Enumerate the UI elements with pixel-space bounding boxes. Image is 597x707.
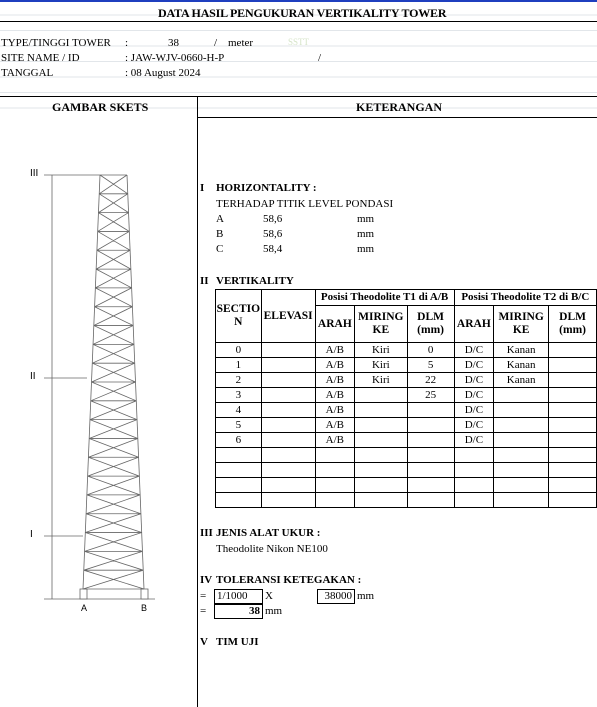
columns-top-line [0,96,597,97]
toleransi-result-cell: 38 [214,604,263,619]
cell-miring1 [355,418,407,433]
cell-elevasi [261,448,315,463]
cell-dlm2 [549,493,597,508]
cell-arah2 [454,493,493,508]
cell-elevasi [261,358,315,373]
site-slash: / [318,52,322,64]
page-title: DATA HASIL PENGUKURAN VERTIKALITY TOWER [158,6,447,20]
cell-arah2: D/C [454,388,493,403]
toleransi-unit1: mm [357,590,375,602]
cell-dlm2 [549,418,597,433]
cell-dlm1: 25 [407,388,454,403]
cell-elevasi [261,433,315,448]
column-header-sketch: GAMBAR SKETS [52,100,149,114]
cell-miring1 [355,478,407,493]
cell-elevasi [261,388,315,403]
cell-dlm1: 0 [407,343,454,358]
cell-miring2: Kanan [494,373,549,388]
horizontality-title: HORIZONTALITY : [216,182,317,194]
cell-section: 6 [216,433,262,448]
leg-label-a: A [81,603,88,613]
cell-arah1: A/B [315,403,355,418]
cell-miring2 [494,388,549,403]
cell-arah2 [454,448,493,463]
leg-label-b: B [141,603,148,613]
verticality-table [215,289,597,508]
table-row [216,403,597,418]
cell-miring2: Kanan [494,343,549,358]
cell-dlm2 [549,463,597,478]
cell-section: 2 [216,373,262,388]
cell-arah1: A/B [315,388,355,403]
header-group-t1: Posisi Theodolite T1 di A/B [315,290,454,306]
cell-dlm1 [407,448,454,463]
cell-miring2 [494,463,549,478]
cell-arah1 [315,478,355,493]
cell-miring2: Kanan [494,358,549,373]
cell-section: 3 [216,388,262,403]
type-label: TYPE/TINGGI TOWER [1,37,111,49]
date-label: TANGGAL [1,67,54,79]
cell-miring1 [355,403,407,418]
toleransi-times: X [265,590,273,602]
site-value: : JAW-WJV-0660-H-P [125,52,225,64]
horizontality-label: C [216,243,224,255]
cell-arah1 [315,448,355,463]
header-arah-1: ARAH [315,306,355,343]
top-border [0,0,597,2]
cell-miring1 [355,448,407,463]
horizontality-unit: mm [357,213,375,225]
cell-dlm1 [407,403,454,418]
cell-miring2 [494,493,549,508]
alat-title: JENIS ALAT UKUR : [216,527,321,539]
date-value: : 08 August 2024 [125,67,201,79]
horizontality-label: B [216,228,224,240]
cell-miring2 [494,478,549,493]
cell-elevasi [261,403,315,418]
cell-dlm2 [549,448,597,463]
cell-miring2 [494,448,549,463]
cell-elevasi [261,478,315,493]
cell-dlm1: 22 [407,373,454,388]
cell-dlm1 [407,418,454,433]
cell-arah2 [454,478,493,493]
cell-dlm1 [407,433,454,448]
cell-miring1 [355,433,407,448]
alat-value: Theodolite Nikon NE100 [216,543,328,555]
table-row [216,463,597,478]
section-num-alat: III [200,527,213,539]
horizontality-label: A [216,213,224,225]
cell-arah2 [454,463,493,478]
tower-drawing [0,157,197,657]
table-row [216,358,597,373]
type-sep: : [125,37,129,49]
table-row [216,433,597,448]
cell-arah2: D/C [454,403,493,418]
cell-arah1 [315,493,355,508]
cell-section [216,493,262,508]
cell-arah1: A/B [315,418,355,433]
section-num-horizontality: I [200,182,205,194]
cell-arah2: D/C [454,373,493,388]
section-num-toleransi: IV [200,574,213,586]
toleransi-title: TOLERANSI KETEGAKAN : [216,574,362,586]
table-row [216,493,597,508]
cell-dlm2 [549,358,597,373]
type-extra: SSTT [288,37,310,47]
cell-arah2: D/C [454,343,493,358]
site-label: SITE NAME / ID [1,52,80,64]
title-underline [0,21,597,22]
cell-miring2 [494,418,549,433]
cell-miring1 [355,493,407,508]
horizontality-subtitle: TERHADAP TITIK LEVEL PONDASI [216,198,394,210]
cell-dlm2 [549,403,597,418]
horizontality-value: 58,6 [263,213,283,225]
cell-arah2: D/C [454,418,493,433]
toleransi-height-cell: 38000 [317,589,355,604]
cell-section [216,448,262,463]
toleransi-eq1: = [200,590,207,602]
table-row [216,448,597,463]
cell-arah2: D/C [454,358,493,373]
cell-elevasi [261,493,315,508]
cell-dlm2 [549,373,597,388]
cell-section: 5 [216,418,262,433]
cell-miring2 [494,433,549,448]
header-miring-1: MIRING KE [355,306,407,343]
table-row [216,418,597,433]
horizontality-unit: mm [357,243,375,255]
table-row [216,478,597,493]
cell-section: 1 [216,358,262,373]
cell-miring1: Kiri [355,358,407,373]
cell-miring1: Kiri [355,343,407,358]
cell-elevasi [261,463,315,478]
header-dlm-2: DLM (mm) [549,306,597,343]
header-elevasi: ELEVASI [261,290,315,343]
column-header-keterangan: KETERANGAN [356,100,443,114]
cell-dlm2 [549,478,597,493]
cell-elevasi [261,373,315,388]
verticality-title: VERTIKALITY [216,275,294,287]
cell-dlm2 [549,388,597,403]
toleransi-unit2: mm [265,605,283,617]
cell-dlm1: 5 [407,358,454,373]
cell-dlm1 [407,463,454,478]
type-unit: meter [228,37,254,49]
table-row [216,373,597,388]
tim-title: TIM UJI [216,636,259,648]
cell-arah1: A/B [315,343,355,358]
horizontality-unit: mm [357,228,375,240]
cell-section: 4 [216,403,262,418]
horizontality-value: 58,6 [263,228,283,240]
toleransi-eq2: = [200,605,207,617]
tower-sketch [0,117,197,707]
toleransi-ratio-cell: 1/1000 [214,589,263,604]
cell-dlm2 [549,343,597,358]
type-value: 38 [168,37,179,49]
table-row [216,388,597,403]
cell-arah1 [315,463,355,478]
header-dlm-1: DLM (mm) [407,306,454,343]
type-slash: / [214,37,218,49]
section-num-tim: V [200,636,208,648]
cell-dlm1 [407,478,454,493]
cell-arah1: A/B [315,433,355,448]
cell-elevasi [261,418,315,433]
cell-miring1 [355,388,407,403]
cell-section [216,478,262,493]
table-row [216,343,597,358]
cell-miring2 [494,403,549,418]
cell-arah1: A/B [315,358,355,373]
horizontality-value: 58,4 [263,243,283,255]
cell-miring1: Kiri [355,373,407,388]
cell-miring1 [355,463,407,478]
cell-dlm2 [549,433,597,448]
cell-dlm1 [407,493,454,508]
header-miring-2: MIRING KE [494,306,549,343]
cell-elevasi [261,343,315,358]
section-label-top: III [30,168,39,179]
cell-section [216,463,262,478]
cell-section: 0 [216,343,262,358]
header-section: SECTIO N [216,290,262,343]
section-num-verticality: II [200,275,209,287]
header-arah-2: ARAH [454,306,493,343]
header-group-t2: Posisi Theodolite T2 di B/C [454,290,596,306]
section-label-mid: II [30,371,36,382]
cell-arah2: D/C [454,433,493,448]
section-label-low: I [30,529,33,540]
cell-arah1: A/B [315,373,355,388]
